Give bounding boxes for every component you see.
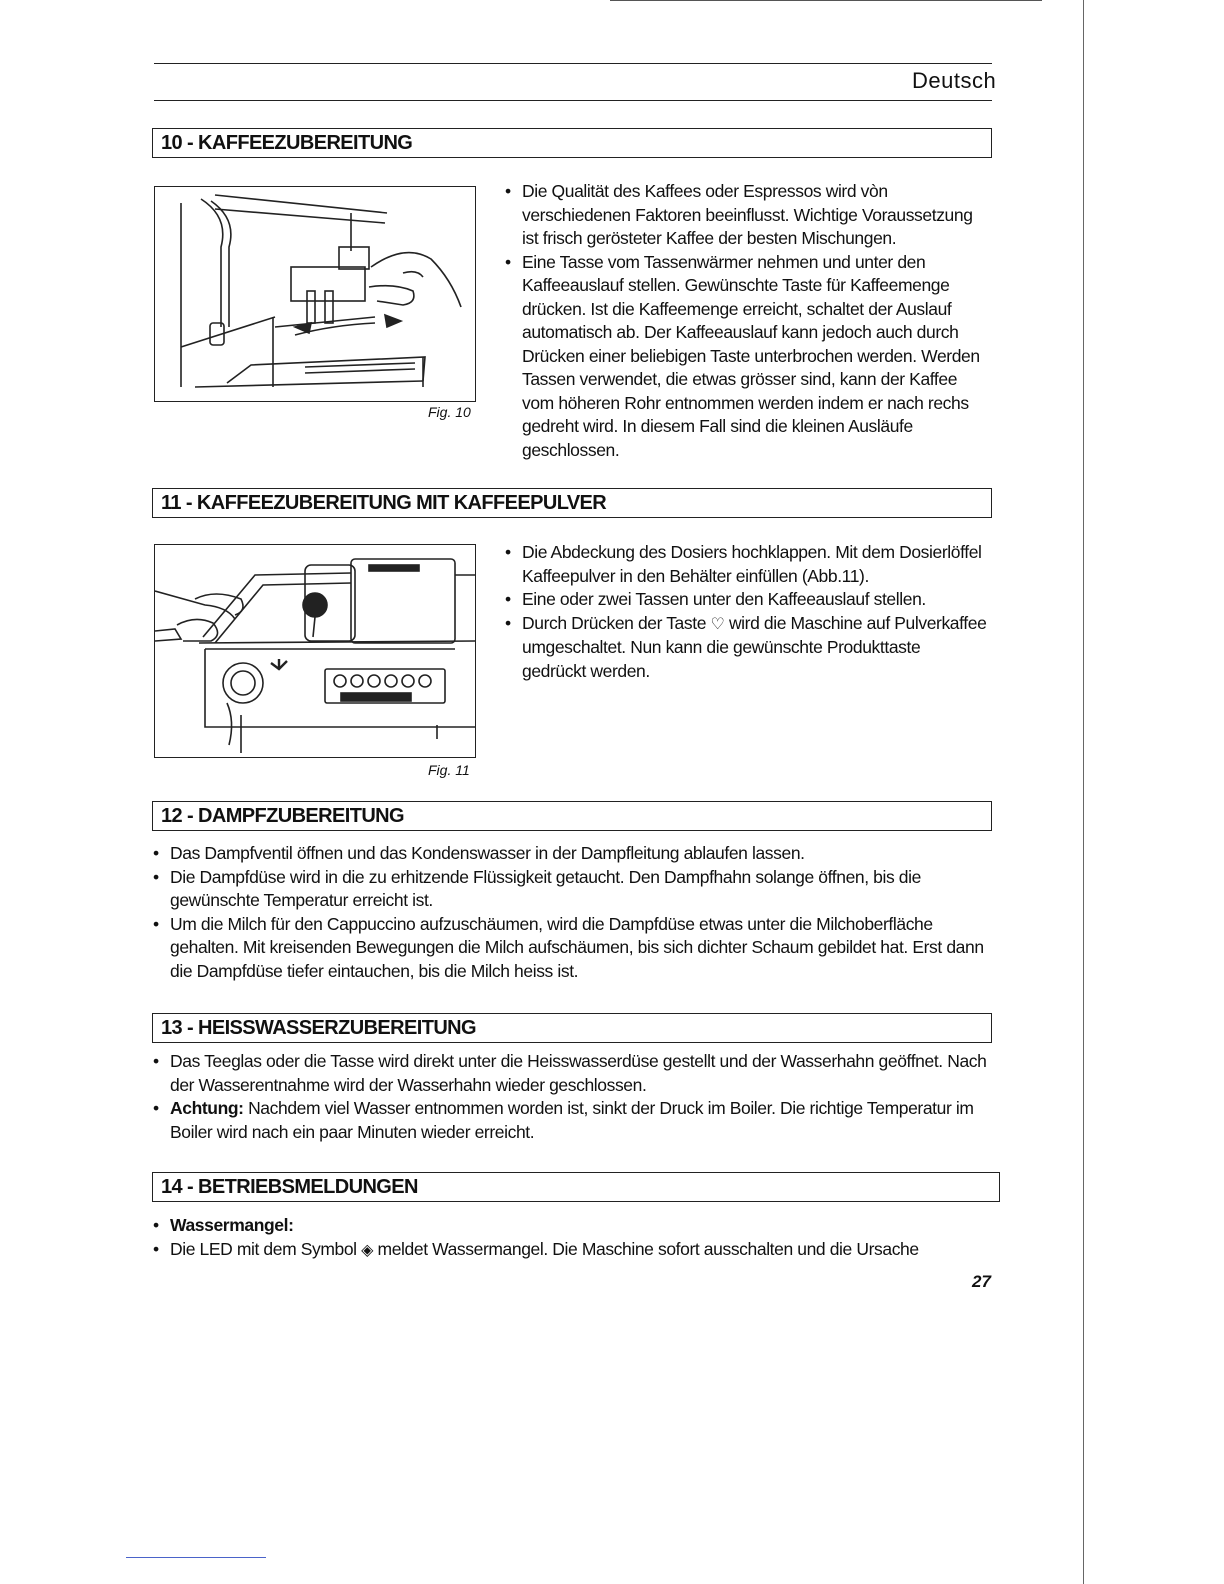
list-item	[152, 913, 988, 984]
figure-10-coffee-spout	[154, 186, 476, 402]
header-rule-top	[154, 63, 992, 64]
section-title: 14 - BETRIEBSMELDUNGEN	[161, 1176, 418, 1198]
list-item	[152, 1214, 988, 1238]
list-item	[504, 612, 988, 684]
bullet-text: Die Dampfdüse wird in die zu erhitzende Flüssigkeit getaucht. Den Dampfhahn solange öffnen, bis die gewünschte Temperatur erreicht ist.	[170, 866, 921, 910]
section-12-list	[152, 842, 988, 983]
section-14-list	[152, 1214, 988, 1262]
bullet-text: Eine Tasse vom Tassenwärmer nehmen und unter den Kaffeeauslauf stellen. Gewünschte Taste für Kaffeemenge drücken. Ist die Kaffeemenge erreicht, schaltet der Auslauf automatisch ab. Der Kaffeeauslauf kann jedoch auch durch Drücken einer beliebigen Taste unterbrochen werden. Werden Tassen verwendet, die etwas grösser sind, kann der Kaffee vom höheren Rohr entnommen werden indem er nach rechs gedreht wird. In diesem Fall sind die kleinen Ausläufe geschlossen.	[522, 251, 980, 460]
page-number: 27	[972, 1272, 991, 1291]
list-item	[504, 541, 988, 588]
figure-11-coffee-powder	[154, 544, 476, 758]
section-10-list	[504, 180, 988, 462]
header-language: Deutsch	[912, 68, 997, 93]
section-title: 11 - KAFFEEZUBEREITUNG MIT KAFFEEPULVER	[161, 492, 607, 514]
section-heading-12	[152, 801, 992, 831]
figure-10-caption: Fig. 10	[428, 404, 471, 420]
warning-label: Achtung:	[170, 1098, 244, 1118]
bullet-text: Die Qualität des Kaffees oder Espressos wird vòn verschiedenen Faktoren beeinflusst. Wichtige Voraussetzung ist frisch gerösteter Kaffee der besten Mischungen.	[522, 181, 973, 248]
section-11-list	[504, 541, 988, 683]
bullet-icon: •	[505, 251, 511, 272]
bullet-icon: •	[505, 542, 511, 562]
heart-icon: ♡	[710, 615, 725, 633]
fig11-illustration	[155, 545, 477, 759]
list-item	[504, 251, 988, 463]
bullet-text: meldet Wassermangel. Die Maschine sofort ausschalten und die Ursache	[377, 1238, 919, 1259]
list-item	[504, 180, 988, 251]
bullet-icon: •	[505, 181, 511, 201]
section-heading-11	[152, 488, 992, 518]
section-title: 10 - KAFFEEZUBEREITUNG	[161, 132, 413, 154]
page-right-edge	[1083, 0, 1084, 1584]
bullet-text: Die Abdeckung des Dosiers hochklappen. Mit dem Dosierlöffel Kaffeepulver in den Behälter einfüllen (Abb.11).	[522, 542, 982, 586]
list-item	[152, 1238, 988, 1263]
header-rule-bottom	[154, 100, 992, 101]
footer-rule	[126, 1557, 266, 1558]
bullet-text: Durch Drücken der Taste	[522, 612, 707, 633]
list-item	[152, 842, 988, 866]
bullet-icon: •	[153, 1215, 159, 1235]
list-item	[504, 588, 988, 612]
bullet-text: Das Teeglas oder die Tasse wird direkt unter die Heisswasserdüse gestellt und der Wasserhahn geöffnet. Nach der Wasserentnahme wird der Wasserhahn wieder geschlossen.	[170, 1051, 987, 1095]
section-heading-10	[152, 128, 992, 158]
list-item	[152, 1097, 988, 1144]
bullet-icon: •	[505, 612, 511, 633]
bullet-text: Nachdem viel Wasser entnommen worden ist, sinkt der Druck im Boiler. Die richtige Temperatur im Boiler wird nach ein paar Minuten wieder erreicht.	[170, 1098, 974, 1142]
section-heading-14	[152, 1172, 1000, 1202]
bullet-text: Die LED mit dem Symbol	[170, 1238, 357, 1259]
bullet-icon: •	[153, 913, 159, 934]
section-title: 12 - DAMPFZUBEREITUNG	[161, 805, 404, 827]
list-item	[152, 866, 988, 913]
bullet-text: Das Dampfventil öffnen und das Kondenswasser in der Dampfleitung ablaufen lassen.	[170, 843, 805, 863]
bullet-text: wird die Maschine auf Pulverkaffee umgeschaltet. Nun kann die gewünschte Produkttaste gedrückt werden.	[522, 612, 987, 681]
water-drop-icon: ◈	[361, 1241, 374, 1259]
section-title: 13 - HEISSWASSERZUBEREITUNG	[161, 1017, 476, 1039]
bullet-icon: •	[153, 1238, 159, 1259]
bullet-text: Eine oder zwei Tassen unter den Kaffeeauslauf stellen.	[522, 589, 926, 609]
figure-11-caption: Fig. 11	[428, 762, 470, 778]
bullet-icon: •	[153, 1098, 159, 1118]
bullet-icon: •	[153, 1051, 159, 1071]
bullet-icon: •	[153, 866, 159, 887]
section-heading-13	[152, 1013, 992, 1043]
bullet-icon: •	[153, 843, 159, 863]
top-edge-rule	[610, 0, 1042, 1]
fig10-illustration	[155, 187, 477, 403]
list-item	[152, 1050, 988, 1097]
section-13-list	[152, 1050, 988, 1144]
bullet-text: Wassermangel:	[170, 1215, 294, 1235]
bullet-text: Um die Milch für den Cappuccino aufzuschäumen, wird die Dampfdüse etwas unter die Milchoberfläche gehalten. Mit kreisenden Bewegungen die Milch aufschäumen, bis sich dichter Schaum gebildet hat. Erst dann die Dampfdüse tiefer eintauchen, bis die Milch heiss ist.	[170, 913, 984, 981]
bullet-icon: •	[505, 589, 511, 609]
